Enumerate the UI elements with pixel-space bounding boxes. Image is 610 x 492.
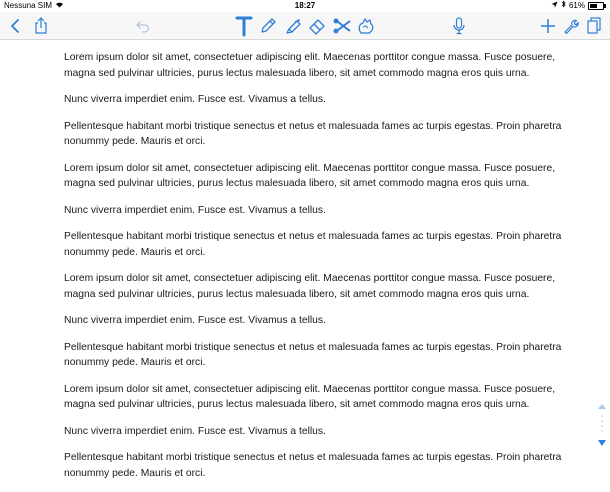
paragraph: Nunc viverra imperdiet enim. Fusce est. Vivamus a tellus. [64, 425, 326, 437]
pages-icon[interactable] [583, 15, 605, 37]
bluetooth-icon [561, 0, 566, 12]
back-chevron-icon[interactable] [4, 15, 26, 37]
scroll-down-icon [598, 440, 606, 446]
status-right [551, 0, 604, 12]
status-bar [0, 0, 610, 12]
paragraph: Pellentesque habitant morbi tristique senectus et netus et malesuada fames ac turpis egestas. Proin pharetra nonummy pede. Mauris et orci. [64, 231, 562, 258]
paragraph: Lorem ipsum dolor sit amet, consectetuer adipiscing elit. Maecenas porttitor congue massa. Fusce posuere, magna sed pulvinar ultricies, purus lectus malesuada libero, sit amet commodo magna eros quis urna. [64, 383, 556, 410]
paragraph: Nunc viverra imperdiet enim. Fusce est. Vivamus a tellus. [64, 204, 326, 216]
share-icon[interactable] [30, 15, 52, 37]
wrench-icon[interactable] [560, 15, 582, 37]
scissors-icon[interactable] [331, 15, 353, 37]
carrier-label: Nessuna SIM [4, 1, 53, 10]
document-body[interactable] [64, 50, 584, 492]
highlighter-icon[interactable] [282, 15, 304, 37]
lasso-hand-icon[interactable] [355, 15, 377, 37]
paragraph: Lorem ipsum dolor sit amet, consectetuer adipiscing elit. Maecenas porttitor congue massa. Fusce posuere, magna sed pulvinar ultricies, purus lectus malesuada libero, sit amet commodo magna eros quis urna. [64, 52, 556, 79]
paragraph: Lorem ipsum dolor sit amet, consectetuer adipiscing elit. Maecenas porttitor congue massa. Fusce posuere, magna sed pulvinar ultricies, purus lectus malesuada libero, sit amet commodo magna eros quis urna. [64, 162, 556, 189]
status-time: 18:27 [294, 1, 316, 10]
paragraph: Lorem ipsum dolor sit amet, consectetuer adipiscing elit. Maecenas porttitor congue massa. Fusce posuere, magna sed pulvinar ultricies, purus lectus malesuada libero, sit amet commodo magna eros quis urna. [64, 273, 556, 300]
page-scroll-control[interactable] [596, 403, 608, 447]
toolbar [0, 12, 610, 40]
paragraph: Pellentesque habitant morbi tristique senectus et netus et malesuada fames ac turpis egestas. Proin pharetra nonummy pede. Mauris et orci. [64, 341, 562, 368]
pencil-icon[interactable] [257, 15, 279, 37]
battery-icon [588, 2, 604, 10]
microphone-icon[interactable] [448, 15, 470, 37]
location-icon [551, 0, 558, 12]
paragraph: Pellentesque habitant morbi tristique senectus et netus et malesuada fames ac turpis egestas. Proin pharetra nonummy pede. Mauris et orci. [64, 120, 562, 147]
paragraph: Pellentesque habitant morbi tristique senectus et netus et malesuada fames ac turpis egestas. Proin pharetra nonummy pede. Mauris et orci. [64, 452, 562, 479]
add-icon[interactable] [537, 15, 559, 37]
paragraph: Nunc viverra imperdiet enim. Fusce est. Vivamus a tellus. [64, 94, 326, 105]
undo-icon[interactable] [132, 15, 154, 37]
eraser-icon[interactable] [306, 15, 328, 37]
battery-percent: 61% [568, 1, 585, 10]
text-tool-icon[interactable] [233, 15, 255, 37]
scroll-up-icon [598, 404, 606, 409]
paragraph: Nunc viverra imperdiet enim. Fusce est. Vivamus a tellus. [64, 315, 326, 326]
